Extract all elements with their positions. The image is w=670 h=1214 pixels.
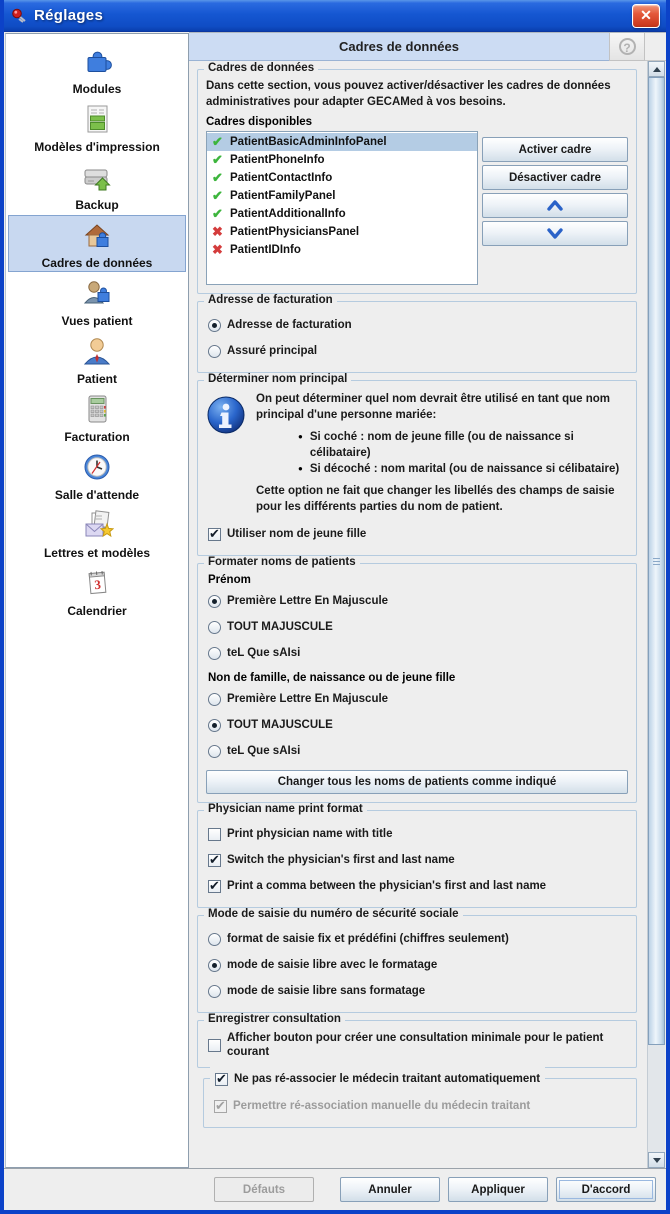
principal-name-intro: On peut déterminer quel nom devrait être utilisé en tant que nom principal d'une personne mariée: bbox=[256, 393, 611, 421]
radio-ssn-free-formatted[interactable] bbox=[206, 952, 628, 978]
radio-firstname-asis[interactable] bbox=[206, 640, 628, 666]
letters-icon bbox=[80, 508, 114, 544]
radio-icon bbox=[208, 985, 221, 998]
help-icon: ? bbox=[619, 38, 636, 55]
bullet-item bbox=[298, 461, 628, 477]
header-spacer bbox=[645, 33, 666, 61]
radio-label: TOUT MAJUSCULE bbox=[227, 719, 333, 731]
checkbox-label: Switch the physician's first and last name bbox=[227, 854, 455, 866]
bullet-text: Si décoché : nom marital (ou de naissance si célibataire) bbox=[309, 463, 620, 475]
scrollbar-thumb[interactable] bbox=[648, 77, 665, 1045]
deactivate-frame-button[interactable]: Désactiver cadre bbox=[482, 165, 628, 190]
list-item-label: PatientPhysiciansPanel bbox=[230, 226, 360, 238]
sidebar-item-backup[interactable] bbox=[8, 157, 186, 214]
list-item-label: PatientContactInfo bbox=[230, 172, 333, 184]
bullet-text: Si coché : nom de jeune fille (ou de naissance si célibataire) bbox=[309, 431, 574, 459]
radio-icon bbox=[208, 621, 221, 634]
print-template-icon bbox=[80, 102, 114, 138]
list-item[interactable] bbox=[207, 169, 477, 187]
cross-icon: ✖ bbox=[212, 224, 223, 239]
settings-scrollpane bbox=[189, 61, 666, 1168]
frames-list-label: Cadres disponibles bbox=[206, 116, 313, 128]
settings-sidebar bbox=[5, 33, 189, 1168]
cancel-button[interactable]: Annuler bbox=[340, 1177, 440, 1202]
list-item-label: PatientFamilyPanel bbox=[230, 190, 336, 202]
radio-lastname-asis[interactable] bbox=[206, 738, 628, 764]
backup-drive-icon bbox=[80, 160, 114, 196]
sidebar-item-label: Vues patient bbox=[61, 313, 133, 328]
sidebar-item-waiting-room[interactable] bbox=[8, 447, 186, 504]
scrollbar-grip bbox=[653, 558, 660, 565]
group-format-names bbox=[197, 556, 637, 803]
puzzle-icon bbox=[80, 44, 114, 80]
apply-button[interactable]: Appliquer bbox=[448, 1177, 548, 1202]
group-physician-format bbox=[197, 803, 637, 908]
sidebar-item-billing[interactable] bbox=[8, 389, 186, 446]
main-panel bbox=[189, 32, 666, 1168]
list-item-label: PatientPhoneInfo bbox=[230, 154, 325, 166]
checkbox-icon bbox=[214, 1100, 227, 1113]
checkbox-label: Afficher bouton pour créer une consultation minimale pour le patient courant bbox=[227, 1032, 604, 1058]
radio-firstname-uppercase[interactable] bbox=[206, 614, 628, 640]
radio-label: TOUT MAJUSCULE bbox=[227, 621, 333, 633]
radio-icon bbox=[208, 959, 221, 972]
change-all-names-button[interactable]: Changer tous les noms de patients comme indiqué bbox=[206, 770, 628, 794]
clock-icon bbox=[80, 450, 114, 486]
checkbox-icon bbox=[208, 880, 221, 893]
group-title: Physician name print format bbox=[204, 803, 367, 815]
principal-name-note: Cette option ne fait que changer les libellés des champs de saisie pour les différents parties du nom de patient. bbox=[256, 485, 615, 513]
footer-button-bar bbox=[4, 1168, 666, 1210]
group-title: Adresse de facturation bbox=[204, 294, 337, 306]
sidebar-item-patient-views[interactable] bbox=[8, 273, 186, 330]
sidebar-item-label: Modèles d'impression bbox=[34, 139, 160, 154]
radio-firstname-capitalized[interactable] bbox=[206, 588, 628, 614]
checkbox-icon bbox=[208, 528, 221, 541]
checkbox-manual-reassociation[interactable] bbox=[212, 1093, 628, 1119]
group-reassociation bbox=[203, 1073, 637, 1128]
radio-label: Première Lettre En Majuscule bbox=[227, 595, 389, 607]
radio-billing-address[interactable] bbox=[206, 312, 628, 338]
radio-label: teL Que sAIsi bbox=[227, 745, 301, 757]
frames-description: Dans cette section, vous pouvez activer/désactiver les cadres de données administratives pour adapter GECAMed à vos besoins. bbox=[206, 80, 611, 108]
checkbox-label: Ne pas ré-associer le médecin traitant automatiquement bbox=[234, 1073, 541, 1085]
radio-principal-insured[interactable] bbox=[206, 338, 628, 364]
group-data-frames bbox=[197, 62, 637, 294]
radio-icon bbox=[208, 647, 221, 660]
house-puzzle-icon bbox=[80, 218, 114, 254]
patient-icon bbox=[80, 334, 114, 370]
sidebar-item-label: Lettres et modèles bbox=[43, 545, 151, 560]
main-header bbox=[189, 33, 666, 61]
list-item[interactable] bbox=[207, 223, 477, 241]
sidebar-item-patient[interactable] bbox=[8, 331, 186, 388]
list-item[interactable] bbox=[207, 151, 477, 169]
radio-label: mode de saisie libre sans formatage bbox=[227, 985, 426, 997]
activate-frame-button[interactable]: Activer cadre bbox=[482, 137, 628, 162]
sidebar-item-letters-templates[interactable] bbox=[8, 505, 186, 562]
scroll-up-icon[interactable] bbox=[648, 61, 665, 77]
group-title: Cadres de données bbox=[204, 62, 318, 74]
list-item-label: PatientBasicAdminInfoPanel bbox=[230, 136, 387, 148]
scroll-down-icon[interactable] bbox=[648, 1152, 665, 1168]
chevron-up-icon bbox=[546, 199, 564, 212]
radio-ssn-fixed[interactable] bbox=[206, 926, 628, 952]
sidebar-item-label: Backup bbox=[75, 197, 119, 212]
chevron-down-icon bbox=[546, 227, 564, 240]
list-item-label: PatientAdditionalInfo bbox=[230, 208, 346, 220]
radio-ssn-free-unformatted[interactable] bbox=[206, 978, 628, 1004]
cross-icon: ✖ bbox=[212, 242, 223, 257]
frames-listbox[interactable] bbox=[206, 131, 478, 285]
list-item[interactable] bbox=[207, 241, 477, 259]
checkbox-switch-names[interactable] bbox=[206, 847, 628, 873]
list-item[interactable] bbox=[207, 187, 477, 205]
checkbox-label: Permettre ré-association manuelle du médecin traitant bbox=[233, 1100, 531, 1112]
group-billing-address bbox=[197, 294, 637, 373]
group-save-consultation bbox=[197, 1013, 637, 1068]
radio-icon bbox=[208, 319, 221, 332]
checkbox-use-maiden-name[interactable] bbox=[206, 521, 628, 547]
sidebar-item-label: Cadres de données bbox=[41, 255, 153, 270]
calendar-icon bbox=[80, 566, 114, 602]
sidebar-item-print-templates[interactable] bbox=[8, 99, 186, 156]
firstname-label: Prénom bbox=[208, 574, 251, 586]
title-bar bbox=[4, 0, 666, 32]
radio-label: Assuré principal bbox=[227, 345, 318, 357]
defaults-button[interactable]: Défauts bbox=[214, 1177, 314, 1202]
group-title: Formater noms de patients bbox=[204, 556, 360, 568]
close-icon[interactable]: ✕ bbox=[632, 4, 660, 28]
window-title: Réglages bbox=[34, 7, 104, 24]
sidebar-item-data-frames[interactable] bbox=[8, 215, 186, 272]
checkbox-label: Print physician name with title bbox=[227, 828, 393, 840]
radio-lastname-capitalized[interactable] bbox=[206, 686, 628, 712]
sidebar-item-label: Modules bbox=[72, 81, 122, 96]
check-icon: ✔ bbox=[212, 206, 223, 221]
sidebar-item-modules[interactable] bbox=[8, 41, 186, 98]
checkbox-icon bbox=[208, 828, 221, 841]
patient-puzzle-icon bbox=[80, 276, 114, 312]
sidebar-item-label: Facturation bbox=[64, 429, 130, 444]
bullet-icon: ● bbox=[298, 464, 303, 473]
list-item[interactable] bbox=[207, 133, 477, 151]
radio-label: mode de saisie libre avec le formatage bbox=[227, 959, 438, 971]
checkbox-icon bbox=[215, 1073, 228, 1086]
radio-icon bbox=[208, 745, 221, 758]
radio-icon bbox=[208, 719, 221, 732]
move-up-button[interactable] bbox=[482, 193, 628, 218]
svg-text:3: 3 bbox=[93, 576, 102, 592]
radio-icon bbox=[208, 933, 221, 946]
checkbox-no-reassociate[interactable] bbox=[210, 1067, 545, 1091]
list-item[interactable] bbox=[207, 205, 477, 223]
check-icon: ✔ bbox=[212, 170, 223, 185]
radio-label: Adresse de facturation bbox=[227, 319, 352, 331]
checkbox-minimal-consultation[interactable] bbox=[206, 1031, 628, 1059]
radio-label: format de saisie fix et prédéfini (chiffres seulement) bbox=[227, 933, 509, 945]
ok-button[interactable]: D'accord bbox=[556, 1177, 656, 1202]
sidebar-item-calendar[interactable] bbox=[8, 563, 186, 620]
bullet-item bbox=[298, 429, 628, 461]
checkbox-label: Utiliser nom de jeune fille bbox=[227, 528, 367, 540]
group-ssn-mode bbox=[197, 908, 637, 1013]
check-icon: ✔ bbox=[212, 152, 223, 167]
group-principal-name bbox=[197, 373, 637, 556]
sidebar-item-label: Calendrier bbox=[67, 603, 127, 618]
radio-label: teL Que sAIsi bbox=[227, 647, 301, 659]
check-icon: ✔ bbox=[212, 188, 223, 203]
check-icon: ✔ bbox=[212, 134, 223, 149]
info-icon bbox=[206, 395, 246, 435]
radio-lastname-uppercase[interactable] bbox=[206, 712, 628, 738]
lastname-label: Non de famille, de naissance ou de jeune fille bbox=[208, 672, 456, 684]
group-title: Enregistrer consultation bbox=[204, 1013, 345, 1025]
list-item-label: PatientIDInfo bbox=[230, 244, 301, 256]
radio-icon bbox=[208, 595, 221, 608]
bullet-icon: ● bbox=[298, 432, 303, 441]
checkbox-label: Print a comma between the physician's first and last name bbox=[227, 880, 547, 892]
checkbox-print-title[interactable] bbox=[206, 821, 628, 847]
help-button[interactable] bbox=[609, 33, 645, 61]
sidebar-item-label: Salle d'attende bbox=[54, 487, 140, 502]
group-title: Déterminer nom principal bbox=[204, 373, 351, 385]
app-icon bbox=[10, 7, 28, 25]
radio-label: Première Lettre En Majuscule bbox=[227, 693, 389, 705]
move-down-button[interactable] bbox=[482, 221, 628, 246]
checkbox-icon bbox=[208, 1039, 221, 1052]
checkbox-icon bbox=[208, 854, 221, 867]
sidebar-item-label: Patient bbox=[76, 371, 117, 386]
page-title: Cadres de données bbox=[189, 33, 609, 61]
group-title: Mode de saisie du numéro de sécurité sociale bbox=[204, 908, 463, 920]
checkbox-print-comma[interactable] bbox=[206, 873, 628, 899]
radio-icon bbox=[208, 345, 221, 358]
calculator-icon bbox=[80, 392, 114, 428]
radio-icon bbox=[208, 693, 221, 706]
vertical-scrollbar[interactable] bbox=[647, 61, 665, 1168]
